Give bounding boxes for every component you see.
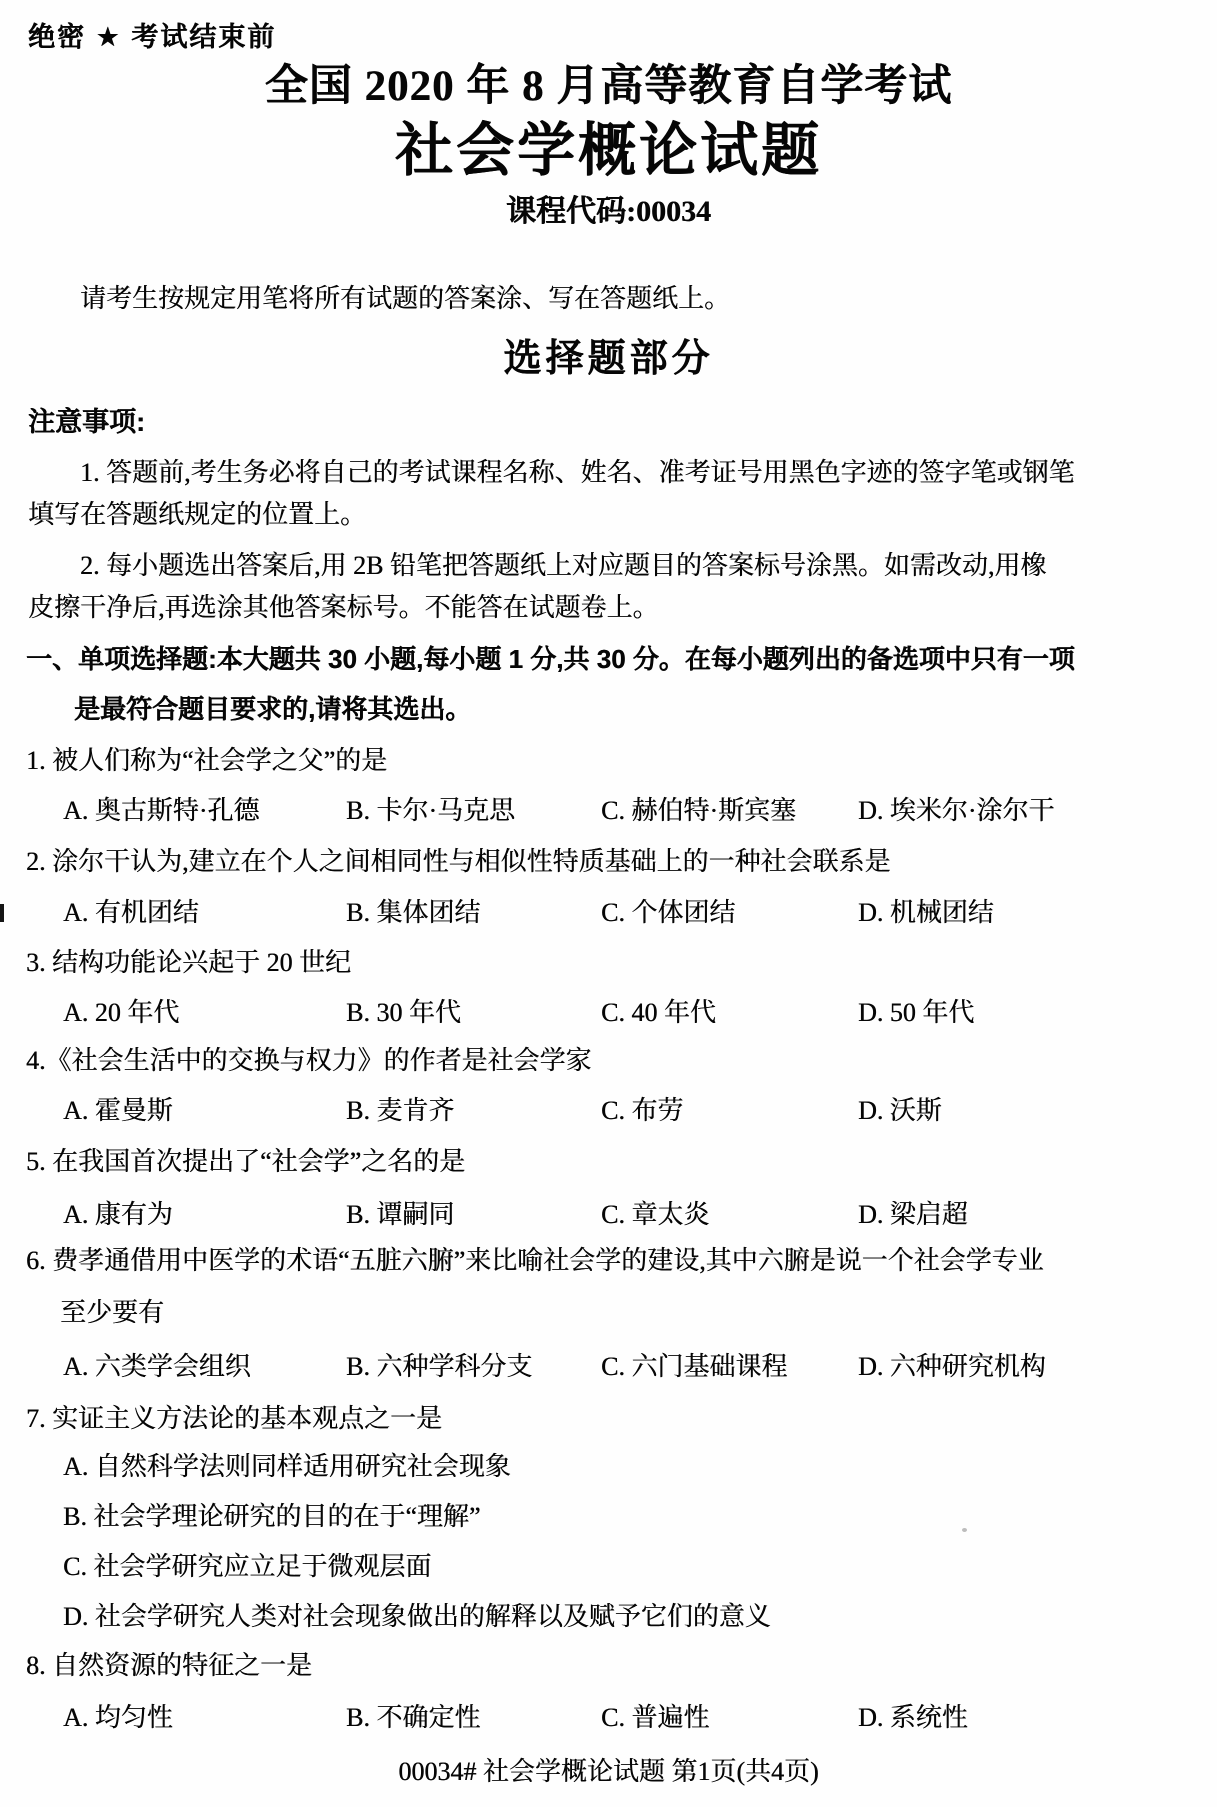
question-3-option-a: A. 20 年代 <box>63 998 180 1027</box>
note-1-line-2: 填写在答题纸规定的位置上。 <box>28 500 367 529</box>
question-5-option-b: B. 谭嗣同 <box>346 1200 455 1229</box>
question-7-option-d: D. 社会学研究人类对社会现象做出的解释以及赋予它们的意义 <box>63 1602 771 1631</box>
paper-title: 社会学概论试题 <box>394 118 822 183</box>
question-6-option-a: A. 六类学会组织 <box>63 1352 251 1381</box>
question-8-option-c: C. 普遍性 <box>601 1703 710 1732</box>
question-3-option-c: C. 40 年代 <box>601 998 716 1027</box>
question-3-options <box>0 998 1217 1030</box>
note-2-line-1: 2. 每小题选出答案后,用 2B 铅笔把答题纸上对应题目的答案标号涂黑。如需改动,用橡 <box>80 551 1047 580</box>
question-6-options <box>0 1352 1217 1384</box>
part-one-heading-line-1: 一、单项选择题:本大题共 30 小题,每小题 1 分,共 30 分。在每小题列出的备选项中只有一项 <box>26 644 1075 674</box>
question-5-options <box>0 1200 1217 1232</box>
question-3-option-d: D. 50 年代 <box>858 998 975 1027</box>
question-7-stem: 7. 实证主义方法论的基本观点之一是 <box>26 1404 443 1433</box>
scan-artifact-left-tick <box>0 904 4 922</box>
question-8-stem: 8. 自然资源的特征之一是 <box>26 1651 313 1680</box>
question-5-stem: 5. 在我国首次提出了“社会学”之名的是 <box>26 1147 466 1176</box>
question-1-option-c: C. 赫伯特·斯宾塞 <box>601 796 797 825</box>
scan-artifact-speck <box>962 1528 967 1532</box>
question-6-option-d: D. 六种研究机构 <box>858 1352 1046 1381</box>
question-7-option-a: A. 自然科学法则同样适用研究社会现象 <box>63 1452 511 1481</box>
classification-banner: 绝密 ★ 考试结束前 <box>28 22 277 52</box>
question-6-option-b: B. 六种学科分支 <box>346 1352 533 1381</box>
question-2-option-c: C. 个体团结 <box>601 898 736 927</box>
question-4-stem: 4.《社会生活中的交换与权力》的作者是社会学家 <box>26 1046 592 1075</box>
question-2-options <box>0 898 1217 930</box>
question-6-stem-line-1: 6. 费孝通借用中医学的术语“五脏六腑”来比喻社会学的建设,其中六腑是说一个社会学专业 <box>26 1246 1044 1275</box>
question-3-option-b: B. 30 年代 <box>346 998 461 1027</box>
question-2-option-d: D. 机械团结 <box>858 898 994 927</box>
part-one-heading-line-2: 是最符合题目要求的,请将其选出。 <box>74 694 472 724</box>
question-1-option-a: A. 奥古斯特·孔德 <box>63 796 260 825</box>
question-4-option-d: D. 沃斯 <box>858 1096 942 1125</box>
question-8-option-a: A. 均匀性 <box>63 1703 173 1732</box>
question-6-stem-line-2: 至少要有 <box>60 1298 165 1327</box>
page-footer: 00034# 社会学概论试题 第1页(共4页) <box>398 1757 819 1786</box>
answer-sheet-instruction: 请考生按规定用笔将所有试题的答案涂、写在答题纸上。 <box>80 284 731 313</box>
question-4-option-b: B. 麦肯齐 <box>346 1096 455 1125</box>
question-1-option-d: D. 埃米尔·涂尔干 <box>858 796 1055 825</box>
course-code: 课程代码:00034 <box>506 195 711 228</box>
question-2-option-b: B. 集体团结 <box>346 898 481 927</box>
question-2-stem: 2. 涂尔干认为,建立在个人之间相同性与相似性特质基础上的一种社会联系是 <box>26 847 891 876</box>
question-4-options <box>0 1096 1217 1128</box>
question-1-options <box>0 796 1217 828</box>
exam-title: 全国 2020 年 8 月高等教育自学考试 <box>264 63 953 110</box>
question-8-option-b: B. 不确定性 <box>346 1703 481 1732</box>
question-3-stem: 3. 结构功能论兴起于 20 世纪 <box>26 948 352 977</box>
question-5-option-a: A. 康有为 <box>63 1200 173 1229</box>
note-1-line-1: 1. 答题前,考生务必将自己的考试课程名称、姓名、准考证号用黑色字迹的签字笔或钢笔 <box>80 458 1075 487</box>
question-7-option-b: B. 社会学理论研究的目的在于“理解” <box>63 1502 481 1531</box>
question-8-options <box>0 1703 1217 1735</box>
question-6-option-c: C. 六门基础课程 <box>601 1352 788 1381</box>
question-4-option-c: C. 布劳 <box>601 1096 684 1125</box>
question-4-option-a: A. 霍曼斯 <box>63 1096 173 1125</box>
section-heading: 选择题部分 <box>503 338 714 380</box>
question-1-stem: 1. 被人们称为“社会学之父”的是 <box>26 746 388 775</box>
question-1-option-b: B. 卡尔·马克思 <box>346 796 516 825</box>
question-5-option-d: D. 梁启超 <box>858 1200 968 1229</box>
question-5-option-c: C. 章太炎 <box>601 1200 710 1229</box>
note-2-line-2: 皮擦干净后,再选涂其他答案标号。不能答在试题卷上。 <box>28 593 659 622</box>
question-2-option-a: A. 有机团结 <box>63 898 199 927</box>
notes-heading: 注意事项: <box>28 407 145 437</box>
question-8-option-d: D. 系统性 <box>858 1703 968 1732</box>
question-7-option-c: C. 社会学研究应立足于微观层面 <box>63 1552 432 1581</box>
